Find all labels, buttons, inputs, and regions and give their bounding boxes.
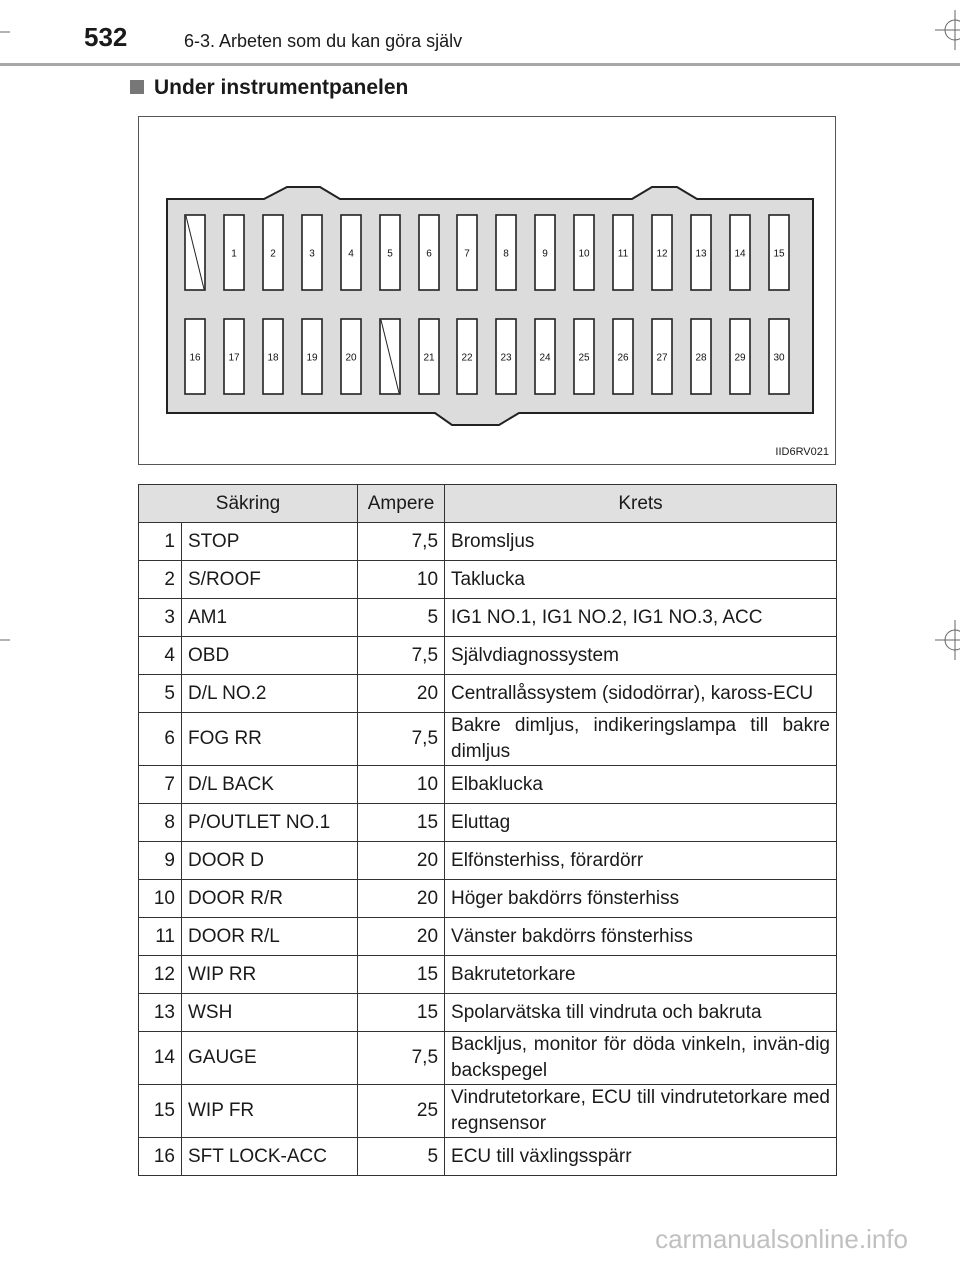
circuit-cell: Centrallåssystem (sidodörrar), kaross-ECU bbox=[445, 675, 837, 713]
ampere-cell: 7,5 bbox=[358, 637, 445, 675]
fuse-number-cell: 7 bbox=[139, 766, 182, 804]
table-row bbox=[139, 675, 837, 713]
fuse-name-cell: WIP RR bbox=[182, 956, 358, 994]
table-row bbox=[139, 918, 837, 956]
fuse-number-cell: 3 bbox=[139, 599, 182, 637]
table-row bbox=[139, 1138, 837, 1176]
ampere-cell: 10 bbox=[358, 766, 445, 804]
watermark: carmanualsonline.info bbox=[655, 1224, 908, 1254]
fuse-slot bbox=[730, 319, 750, 394]
circuit-cell: Backljus, monitor för döda vinkeln, invän-dig backspegel bbox=[445, 1032, 837, 1085]
table-row bbox=[139, 956, 837, 994]
fuse-slot bbox=[457, 319, 477, 394]
fuse-slot-label: 20 bbox=[345, 352, 357, 364]
fuse-slot-label: 7 bbox=[464, 248, 470, 260]
fuse-slot bbox=[263, 319, 283, 394]
circuit-cell: Bakre dimljus, indikeringslampa till bakre dimljus bbox=[445, 713, 837, 766]
fuse-slot bbox=[691, 319, 711, 394]
fuse-name-cell: OBD bbox=[182, 637, 358, 675]
fuse-name-cell: P/OUTLET NO.1 bbox=[182, 804, 358, 842]
fuse-slot bbox=[652, 215, 672, 290]
fuse-slot-label: 16 bbox=[189, 352, 201, 364]
fuse-number-cell: 2 bbox=[139, 561, 182, 599]
fuse-slot bbox=[496, 319, 516, 394]
fuse-box-diagram bbox=[139, 117, 837, 466]
circuit-cell: Självdiagnossystem bbox=[445, 637, 837, 675]
circuit-cell: IG1 NO.1, IG1 NO.2, IG1 NO.3, ACC bbox=[445, 599, 837, 637]
fuse-slot bbox=[341, 319, 361, 394]
header-rule bbox=[0, 63, 960, 66]
ampere-cell: 15 bbox=[358, 994, 445, 1032]
running-header: 6-3. Arbeten som du kan göra själv bbox=[184, 31, 463, 51]
fuse-slot bbox=[302, 215, 322, 290]
ampere-cell: 20 bbox=[358, 880, 445, 918]
ampere-cell: 5 bbox=[358, 599, 445, 637]
fuse-slot-label: 19 bbox=[306, 352, 318, 364]
fuse-number-cell: 5 bbox=[139, 675, 182, 713]
empty-fuse-slot bbox=[380, 319, 400, 394]
fuse-number-cell: 15 bbox=[139, 1085, 182, 1138]
fuse-slot-label: 8 bbox=[503, 248, 509, 260]
fuse-slot bbox=[419, 319, 439, 394]
fuse-slot bbox=[535, 319, 555, 394]
fuse-slot-label: 25 bbox=[578, 352, 590, 364]
ampere-cell: 10 bbox=[358, 561, 445, 599]
fuse-slot bbox=[769, 319, 789, 394]
fuse-slot bbox=[380, 215, 400, 290]
ampere-cell: 5 bbox=[358, 1138, 445, 1176]
fuse-slot bbox=[613, 319, 633, 394]
ampere-cell: 15 bbox=[358, 804, 445, 842]
bullet-square-icon bbox=[130, 80, 144, 94]
fuse-name-cell: FOG RR bbox=[182, 713, 358, 766]
crop-mark-top-right-icon bbox=[930, 10, 960, 50]
fuse-slot bbox=[185, 319, 205, 394]
fuse-slot-label: 3 bbox=[309, 248, 315, 260]
crop-mark-left-top-icon bbox=[0, 30, 12, 34]
table-row bbox=[139, 842, 837, 880]
fuse-slot bbox=[574, 319, 594, 394]
header-circuit: Krets bbox=[445, 485, 837, 523]
ampere-cell: 20 bbox=[358, 675, 445, 713]
table-row bbox=[139, 880, 837, 918]
fuse-name-cell: D/L BACK bbox=[182, 766, 358, 804]
fuse-slot-label: 29 bbox=[734, 352, 746, 364]
fuse-slot-label: 18 bbox=[267, 352, 279, 364]
page-number: 532 bbox=[84, 22, 128, 52]
fuse-slot-label: 9 bbox=[542, 248, 548, 260]
fuse-name-cell: DOOR R/L bbox=[182, 918, 358, 956]
fuse-name-cell: D/L NO.2 bbox=[182, 675, 358, 713]
fuse-slot-label: 23 bbox=[500, 352, 512, 364]
fuse-slot-label: 6 bbox=[426, 248, 432, 260]
circuit-cell: Bromsljus bbox=[445, 523, 837, 561]
ampere-cell: 20 bbox=[358, 842, 445, 880]
fuse-name-cell: WIP FR bbox=[182, 1085, 358, 1138]
fuse-number-cell: 6 bbox=[139, 713, 182, 766]
fuse-number-cell: 13 bbox=[139, 994, 182, 1032]
circuit-cell: Elfönsterhiss, förardörr bbox=[445, 842, 837, 880]
fuse-number-cell: 16 bbox=[139, 1138, 182, 1176]
circuit-cell: Eluttag bbox=[445, 804, 837, 842]
fuse-slot bbox=[341, 215, 361, 290]
fuse-slot-label: 21 bbox=[423, 352, 435, 364]
fuse-slot bbox=[496, 215, 516, 290]
crop-mark-left-mid-icon bbox=[0, 638, 12, 642]
table-row bbox=[139, 1032, 837, 1085]
fuse-slot-label: 30 bbox=[773, 352, 785, 364]
table-row bbox=[139, 804, 837, 842]
table-row bbox=[139, 561, 837, 599]
fuse-slot bbox=[224, 319, 244, 394]
fuse-slot bbox=[419, 215, 439, 290]
section-heading bbox=[130, 76, 408, 100]
fuse-slot-label: 24 bbox=[539, 352, 551, 364]
circuit-cell: Taklucka bbox=[445, 561, 837, 599]
ampere-cell: 15 bbox=[358, 956, 445, 994]
circuit-cell: Vindrutetorkare, ECU till vindrutetorkare med regnsensor bbox=[445, 1085, 837, 1138]
fuse-slot-label: 17 bbox=[228, 352, 240, 364]
fuse-number-cell: 14 bbox=[139, 1032, 182, 1085]
fuse-slot-label: 15 bbox=[773, 248, 785, 260]
table-row bbox=[139, 1085, 837, 1138]
empty-fuse-slot bbox=[185, 215, 205, 290]
section-heading-text: Under instrumentpanelen bbox=[154, 76, 409, 99]
fuse-slot-label: 14 bbox=[734, 248, 746, 260]
fuse-slot-label: 28 bbox=[695, 352, 707, 364]
ampere-cell: 20 bbox=[358, 918, 445, 956]
fuse-slot bbox=[652, 319, 672, 394]
fuse-name-cell: GAUGE bbox=[182, 1032, 358, 1085]
ampere-cell: 7,5 bbox=[358, 713, 445, 766]
table-row bbox=[139, 994, 837, 1032]
circuit-cell: Vänster bakdörrs fönsterhiss bbox=[445, 918, 837, 956]
fuse-name-cell: DOOR D bbox=[182, 842, 358, 880]
fuse-slot-label: 12 bbox=[656, 248, 668, 260]
fuse-number-cell: 10 bbox=[139, 880, 182, 918]
fuse-slot bbox=[224, 215, 244, 290]
fuse-name-cell: WSH bbox=[182, 994, 358, 1032]
fuse-slot bbox=[613, 215, 633, 290]
fuse-slot bbox=[730, 215, 750, 290]
fuse-number-cell: 9 bbox=[139, 842, 182, 880]
fuse-name-cell: STOP bbox=[182, 523, 358, 561]
table-row bbox=[139, 713, 837, 766]
table-row bbox=[139, 766, 837, 804]
table-row bbox=[139, 523, 837, 561]
fuse-number-cell: 4 bbox=[139, 637, 182, 675]
fuse-number-cell: 12 bbox=[139, 956, 182, 994]
fuse-slot bbox=[457, 215, 477, 290]
fuse-name-cell: SFT LOCK-ACC bbox=[182, 1138, 358, 1176]
fuse-slot-label: 13 bbox=[695, 248, 707, 260]
fuse-name-cell: DOOR R/R bbox=[182, 880, 358, 918]
fuse-slot-label: 27 bbox=[656, 352, 668, 364]
ampere-cell: 7,5 bbox=[358, 1032, 445, 1085]
fuse-number-cell: 1 bbox=[139, 523, 182, 561]
fuse-slot bbox=[769, 215, 789, 290]
fuse-number-cell: 8 bbox=[139, 804, 182, 842]
circuit-cell: Spolarvätska till vindruta och bakruta bbox=[445, 994, 837, 1032]
fuse-slot bbox=[691, 215, 711, 290]
circuit-cell: Höger bakdörrs fönsterhiss bbox=[445, 880, 837, 918]
fuse-name-cell: AM1 bbox=[182, 599, 358, 637]
fuse-table bbox=[138, 484, 837, 1176]
fuse-slot-label: 10 bbox=[578, 248, 590, 260]
fuse-slot-label: 5 bbox=[387, 248, 393, 260]
fuse-name-cell: S/ROOF bbox=[182, 561, 358, 599]
fuse-slot-label: 22 bbox=[461, 352, 473, 364]
circuit-cell: Elbaklucka bbox=[445, 766, 837, 804]
fuse-slot bbox=[535, 215, 555, 290]
fuse-slot-label: 11 bbox=[617, 248, 629, 260]
figure-id: IID6RV021 bbox=[775, 446, 829, 458]
crop-mark-mid-right-icon bbox=[930, 620, 960, 660]
circuit-cell: Bakrutetorkare bbox=[445, 956, 837, 994]
table-row bbox=[139, 599, 837, 637]
circuit-cell: ECU till växlingsspärr bbox=[445, 1138, 837, 1176]
table-header-row bbox=[139, 485, 837, 523]
fuse-number-cell: 11 bbox=[139, 918, 182, 956]
fuse-slot bbox=[263, 215, 283, 290]
fuse-slot-label: 1 bbox=[231, 248, 237, 260]
fuse-slot-label: 2 bbox=[270, 248, 276, 260]
table-row bbox=[139, 637, 837, 675]
fuse-slot bbox=[574, 215, 594, 290]
fuse-slot-label: 26 bbox=[617, 352, 629, 364]
fuse-slot bbox=[302, 319, 322, 394]
header-fuse: Säkring bbox=[139, 485, 358, 523]
fuse-box-figure bbox=[138, 116, 836, 465]
header-ampere: Ampere bbox=[358, 485, 445, 523]
ampere-cell: 25 bbox=[358, 1085, 445, 1138]
fuse-slot-label: 4 bbox=[348, 248, 354, 260]
ampere-cell: 7,5 bbox=[358, 523, 445, 561]
